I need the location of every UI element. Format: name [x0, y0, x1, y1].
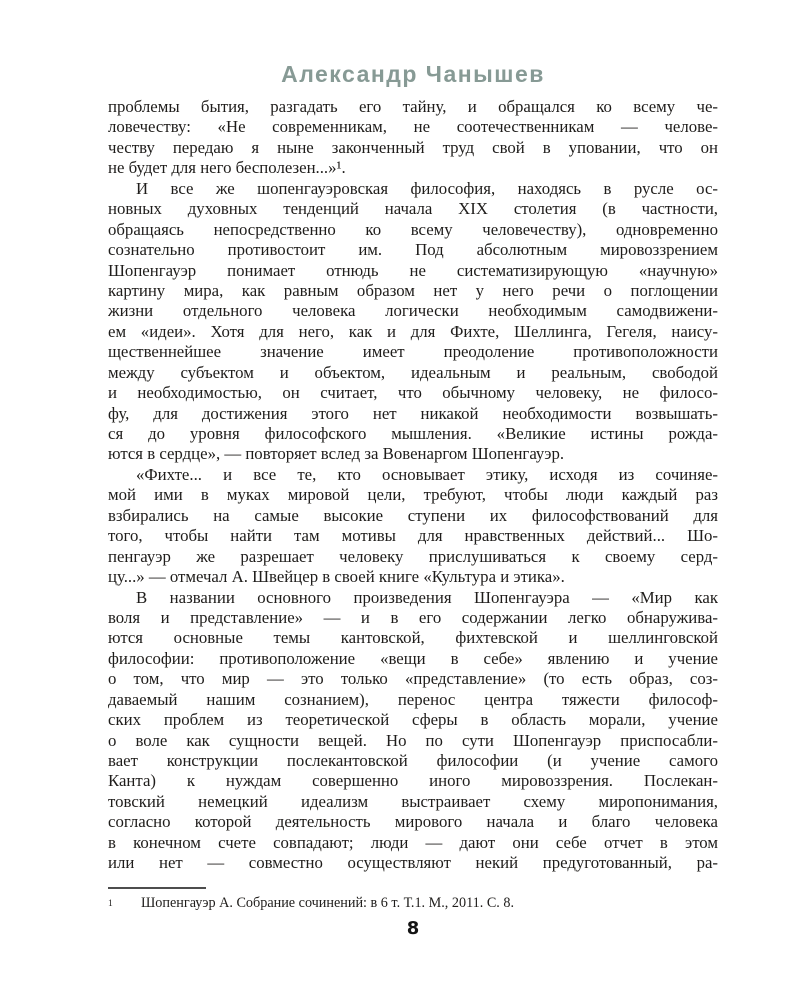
text-line: не будет для него бесполезен...»¹. — [108, 158, 346, 178]
text-line: товский немецкий идеализм выстраивает схему миропонимания, — [108, 791, 718, 811]
text-line: ем «идеи». Хотя для него, как и для Фихте, Шеллинга, Гегеля, наису- — [108, 321, 718, 341]
text-line: в конечном счете совпадают; люди — дают они себе отчет в этом — [108, 832, 718, 852]
text-line: о том, что мир — это только «представление» (то есть образ, соз- — [108, 669, 718, 689]
text-line: честву передаю я ныне законченный труд свой в уповании, что он — [108, 137, 718, 157]
footnote-text: Шопенгауэр А. Собрание сочинений: в 6 т. Т.1. М., 2011. С. 8. — [141, 895, 515, 911]
text-line: Шопенгауэр понимает отнюдь не систематизирующую «научную» — [108, 260, 718, 280]
text-line: «Фихте... и все те, кто основывает этику, исходя из сочиняе- — [136, 464, 718, 484]
text-line: щественнейшее значение имеет преодоление противоположности — [108, 342, 718, 362]
text-line: вает конструкции послекантовской философии (и учение самого — [108, 751, 718, 770]
paragraph — [108, 179, 718, 465]
text-line: между субъектом и объектом, идеальным и реальным, свободой — [108, 362, 718, 382]
text-line: пенгауэр же разрешает человеку прислушиваться к своему серд- — [108, 546, 718, 566]
text-line: цу...» — отмечал А. Швейцер в своей книге «Культура и этика». — [108, 567, 565, 587]
text-line: согласно которой деятельность мирового начала и благо человека — [108, 812, 718, 832]
footnote-marker: 1 — [108, 899, 113, 909]
footnote-separator — [108, 887, 206, 889]
text-line: сознательно противостоит им. Под абсолютным мировоззрением — [108, 240, 718, 260]
text-line: И все же шопенгауэровская философия, находясь в русле ос- — [136, 178, 718, 198]
text-column — [108, 97, 718, 874]
text-line: взбирались на самые высокие ступени их философствований для — [108, 505, 718, 525]
paragraph — [108, 465, 718, 588]
text-line: или нет — совместно осуществляют некий предуготованный, ра- — [108, 853, 718, 873]
text-line: обращаясь непосредственно ко всему человечеству), одновременно — [108, 219, 718, 239]
text-line: ются в сердце», — повторяет вслед за Вовенаргом Шопенгауэр. — [108, 444, 565, 464]
text-line: о воле как сущности вещей. Но по сути Шопенгауэр приспосабли- — [108, 730, 718, 750]
text-line: ются основные темы кантовской, фихтевской и шеллинговской — [108, 628, 718, 648]
running-head-author: Александр Чанышев — [281, 61, 545, 87]
text-line: новных духовных тенденций начала XIX столетия (в частности, — [108, 199, 718, 219]
text-line: жизни отдельного человека логически необходимым самодвижени- — [108, 301, 718, 321]
text-line: и необходимостью, он считает, что обычному человеку, не филосо- — [108, 383, 718, 403]
text-line: проблемы бытия, разгадать его тайну, и обращался ко всему че- — [108, 97, 718, 116]
text-line: Канта) к нуждам совершенно иного мировоззрения. Послекан- — [108, 771, 718, 791]
page-number: 8 — [406, 918, 420, 939]
text-line: картину мира, как равным образом нет у него речи о поглощении — [108, 280, 718, 300]
text-line: мой ими в муках мировой цели, требуют, чтобы люди каждый раз — [108, 485, 718, 505]
text-line: даваемый нашим сознанием), перенос центра тяжести философ- — [108, 689, 718, 709]
text-line: философии: противоположение «вещи в себе» явлению и учение — [108, 648, 718, 668]
text-line: ловечеству: «Не современникам, не соотечественникам — челове- — [108, 117, 718, 137]
text-line: ских проблем из теоретической сферы в область морали, учение — [108, 710, 718, 730]
footnote — [108, 894, 718, 913]
text-line: того, чтобы найти там мотивы для нравственных действий... Шо- — [108, 526, 718, 546]
text-line: В названии основного произведения Шопенгауэра — «Мир как — [136, 587, 718, 607]
paragraph — [108, 97, 718, 179]
text-line: ся до уровня философского мышления. «Великие истины рожда- — [108, 424, 718, 443]
text-line: фу, для достижения этого нет никакой необходимости возвышать- — [108, 403, 718, 423]
text-line: воля и представление» — и в его содержании легко обнаружива- — [108, 607, 718, 627]
paragraph — [108, 588, 718, 874]
